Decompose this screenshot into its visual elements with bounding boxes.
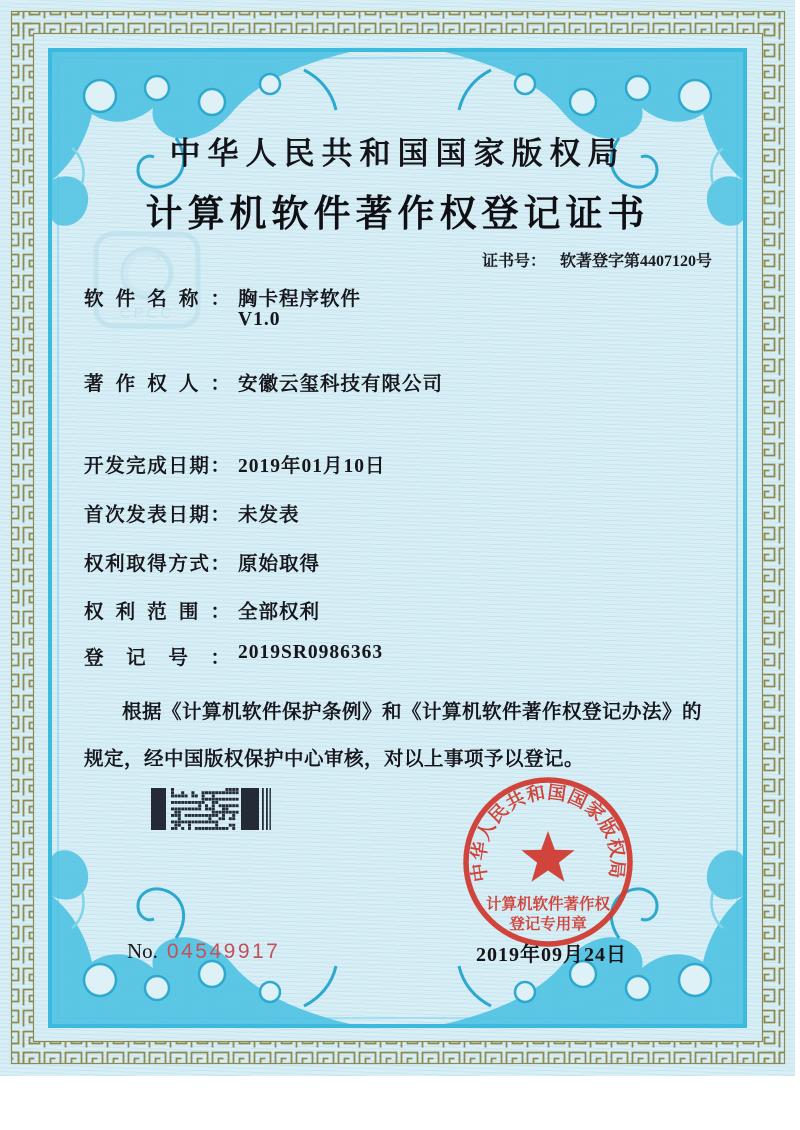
- field-copyright-owner-value: 安徽云玺科技有限公司: [238, 374, 444, 395]
- certificate-number-value: 软著登字第4407120号: [560, 253, 713, 270]
- cpcc-watermark-label: CPCC: [119, 305, 175, 322]
- field-software-version: V1.0: [238, 309, 281, 330]
- field-rights-scope: [84, 596, 230, 624]
- field-rights-acquire-method: [84, 548, 230, 576]
- serial-label: No.: [127, 939, 158, 963]
- statement-line1: 根据《计算机软件保护条例》和《计算机软件著作权登记办法》的: [122, 702, 703, 723]
- field-dev-complete-date-label: 开发完成日期：: [84, 456, 230, 477]
- seal-line2: 登记专用章: [509, 916, 587, 933]
- statement-line2: 规定，经中国版权保护中心审核，对以上事项予以登记。: [84, 749, 585, 770]
- field-copyright-owner: [84, 368, 230, 396]
- field-dev-complete-date: [84, 450, 230, 478]
- field-registration-no-value: 2019SR0986363: [238, 642, 384, 663]
- field-rights-acquire-method-label: 权利取得方式：: [84, 554, 230, 575]
- seal-ring-text: 中华人民共和国国家版权局: [467, 781, 629, 884]
- issue-date: 2019年09月24日: [476, 944, 627, 966]
- field-copyright-owner-label: 著作权人：: [84, 374, 230, 395]
- field-dev-complete-date-value: 2019年01月10日: [238, 456, 386, 477]
- field-rights-scope-value: 全部权利: [238, 602, 321, 623]
- certificate-title: 计算机软件著作权登记证书: [145, 194, 650, 235]
- field-registration-no: [84, 642, 230, 670]
- seal-line1: 计算机软件著作权: [485, 896, 611, 913]
- star-icon: [521, 831, 574, 882]
- serial-number: 04549917: [166, 940, 281, 963]
- barcode-matrix: [171, 788, 239, 830]
- field-software-name-value: 胸卡程序软件: [238, 289, 362, 310]
- field-rights-scope-label: 权利范围：: [84, 602, 230, 623]
- field-registration-no-label: 登记号：: [84, 648, 230, 669]
- field-rights-acquire-method-value: 原始取得: [238, 554, 321, 575]
- serial-number-line: [127, 939, 280, 964]
- field-first-publish-date-value: 未发表: [238, 505, 300, 526]
- certificate-number-line: [482, 248, 712, 271]
- barcode: [151, 788, 272, 830]
- certificate-number-label: 证书号：: [482, 253, 547, 270]
- field-first-publish-date-label: 首次发表日期：: [84, 505, 230, 526]
- issuing-authority: 中华人民共和国国家版权局: [169, 136, 626, 171]
- official-seal: [452, 772, 644, 960]
- field-software-name: [84, 283, 230, 311]
- field-software-name-label: 软件名称：: [84, 289, 230, 310]
- field-first-publish-date: [84, 499, 230, 527]
